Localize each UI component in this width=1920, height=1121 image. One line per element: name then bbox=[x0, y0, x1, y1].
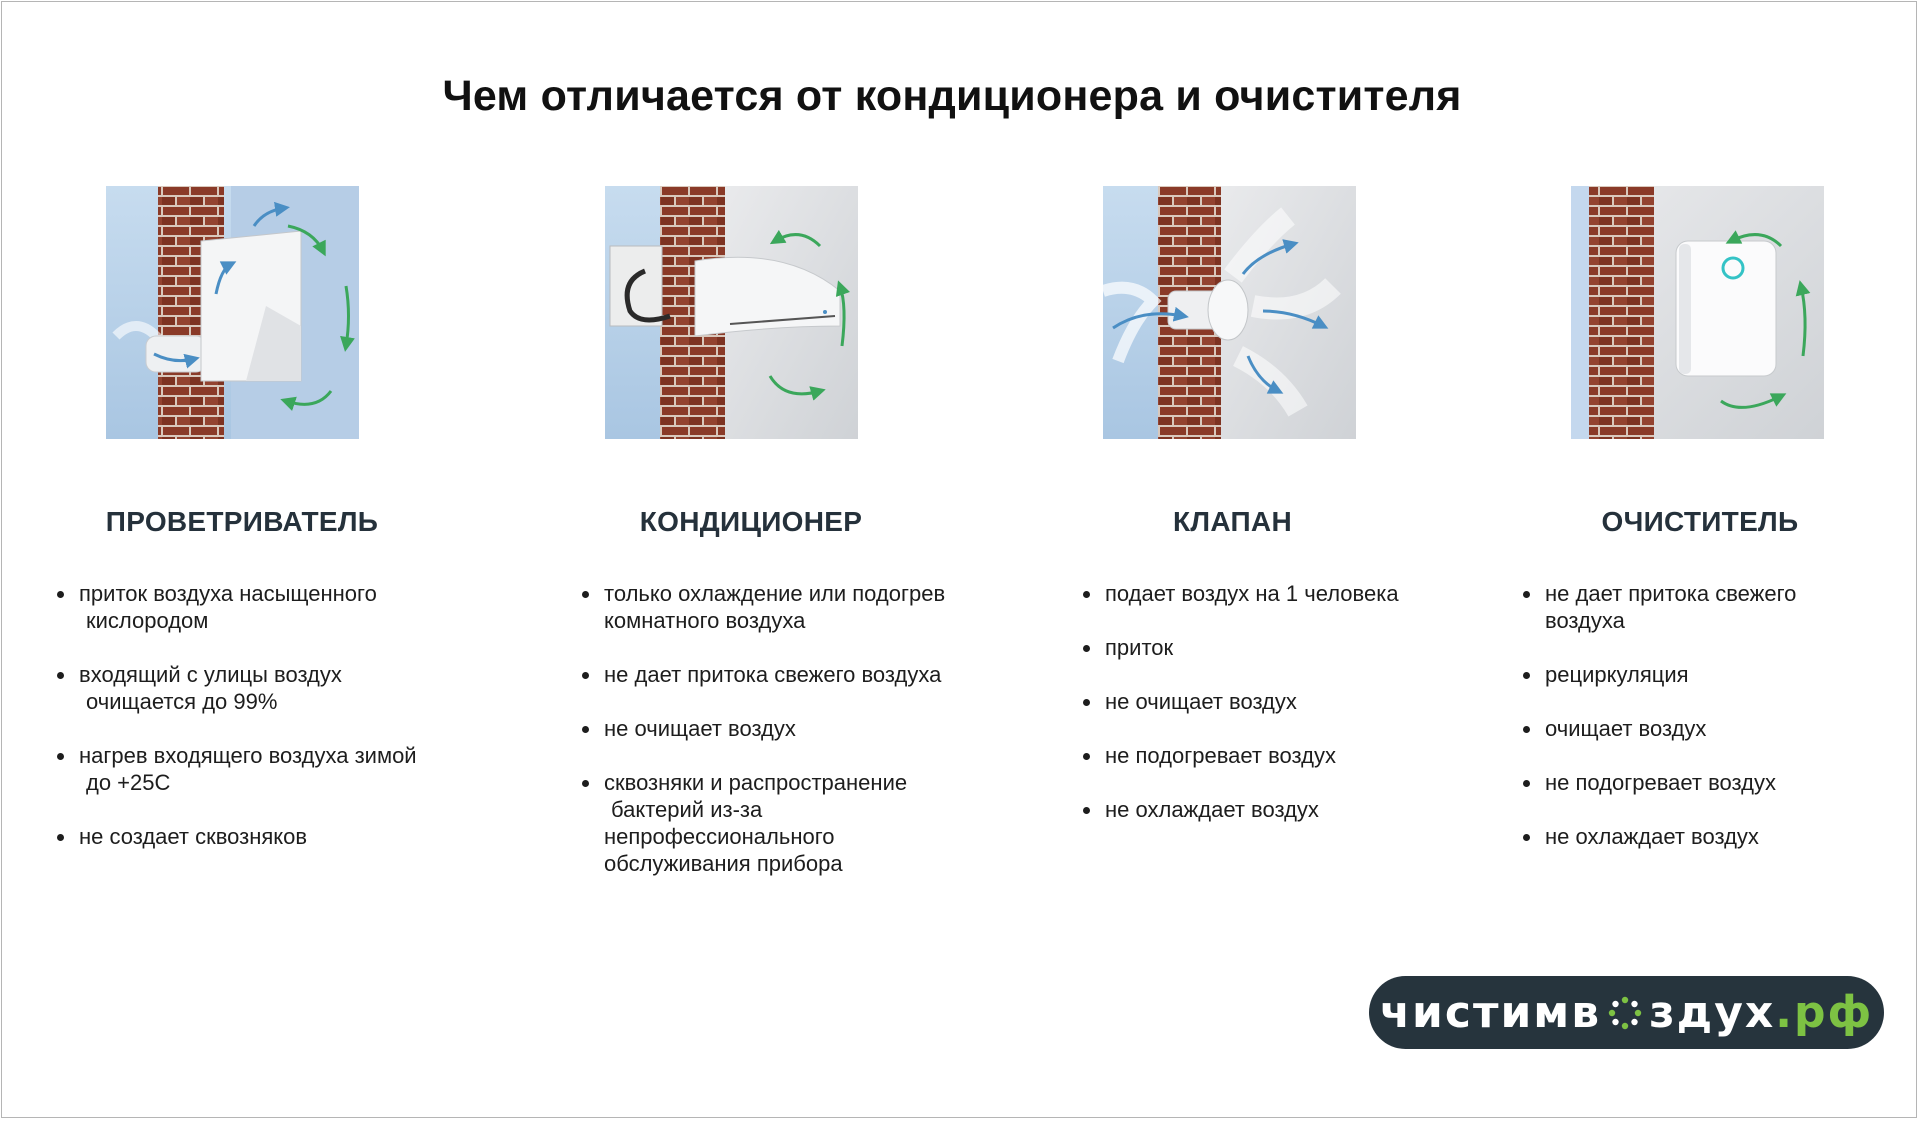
list-item bbox=[1083, 796, 1399, 823]
list-item-line: не охлаждает воздух bbox=[1545, 824, 1759, 849]
list-item-line: не дает притока свежего воздуха bbox=[604, 662, 942, 687]
logo-domain: .рф bbox=[1775, 987, 1874, 1038]
list-item bbox=[1083, 634, 1399, 661]
list-item bbox=[582, 769, 945, 877]
list-item-line: очищает воздух bbox=[1545, 716, 1707, 741]
list-item-line: приток bbox=[1105, 635, 1174, 660]
logo-text-part: в bbox=[1571, 987, 1602, 1038]
ventilator-device-illustration bbox=[106, 186, 359, 439]
list-item bbox=[1523, 769, 1796, 796]
list-item-line: подает воздух на 1 человека bbox=[1105, 581, 1399, 606]
list-item-line: не дает притока свежего bbox=[1545, 581, 1797, 606]
list-item-line: кислородом bbox=[86, 608, 209, 633]
list-item-line: рециркуляция bbox=[1545, 662, 1689, 687]
list-item bbox=[57, 742, 417, 796]
dotted-circle-icon bbox=[1603, 991, 1647, 1035]
page-frame bbox=[1, 1, 1917, 1118]
list-item-line: не очищает воздух bbox=[604, 716, 796, 741]
list-item-line: входящий с улицы воздух bbox=[79, 662, 342, 687]
list-item bbox=[1523, 823, 1796, 850]
list-item bbox=[57, 823, 417, 850]
conditioner-features-list bbox=[582, 580, 945, 904]
valve-features-list bbox=[1083, 580, 1399, 850]
air-purifier-illustration bbox=[1571, 186, 1824, 439]
list-item-line: воздуха bbox=[1545, 608, 1625, 633]
list-item-line: до +25С bbox=[86, 770, 171, 795]
air-conditioner-illustration bbox=[605, 186, 858, 439]
list-item bbox=[1523, 715, 1796, 742]
heading-valve: КЛАПАН bbox=[1173, 506, 1292, 537]
list-item-line: нагрев входящего воздуха зимой bbox=[79, 743, 417, 768]
list-item bbox=[57, 580, 417, 634]
valve-illustration bbox=[1103, 186, 1356, 439]
brand-logo[interactable] bbox=[1369, 976, 1884, 1049]
list-item-line: не охлаждает воздух bbox=[1105, 797, 1319, 822]
list-item-line: обслуживания прибора bbox=[604, 851, 843, 876]
logo-text-part: здух bbox=[1649, 987, 1776, 1038]
purifier-features-list bbox=[1523, 580, 1796, 877]
list-item bbox=[582, 715, 945, 742]
list-item-line: приток воздуха насыщенного bbox=[79, 581, 377, 606]
logo-text-part: чистим bbox=[1379, 987, 1572, 1038]
list-item-line: непрофессионального bbox=[604, 824, 835, 849]
list-item-line: бактерий из-за bbox=[611, 797, 763, 822]
list-item-line: сквозняки и распространение bbox=[604, 770, 908, 795]
heading-ventilator: ПРОВЕТРИВАТЕЛЬ bbox=[105, 506, 379, 537]
heading-conditioner: КОНДИЦИОНЕР bbox=[639, 506, 863, 537]
ventilator-features-list bbox=[57, 580, 417, 877]
page-title: Чем отличается от кондиционера и очистителя bbox=[442, 72, 1462, 120]
list-item-line: очищается до 99% bbox=[86, 689, 278, 714]
list-item-line: комнатного воздуха bbox=[604, 608, 806, 633]
heading-purifier: ОЧИСТИТЕЛЬ bbox=[1601, 506, 1799, 537]
list-item-line: только охлаждение или подогрев bbox=[604, 581, 946, 606]
list-item bbox=[582, 661, 945, 688]
list-item bbox=[57, 661, 417, 715]
list-item-line: не подогревает воздух bbox=[1105, 743, 1336, 768]
list-item bbox=[1083, 742, 1399, 769]
list-item bbox=[1083, 580, 1399, 607]
list-item bbox=[1523, 580, 1796, 634]
list-item bbox=[1523, 661, 1796, 688]
list-item-line: не создает сквозняков bbox=[79, 824, 308, 849]
list-item bbox=[1083, 688, 1399, 715]
list-item bbox=[582, 580, 945, 634]
list-item-line: не подогревает воздух bbox=[1545, 770, 1776, 795]
list-item-line: не очищает воздух bbox=[1105, 689, 1297, 714]
